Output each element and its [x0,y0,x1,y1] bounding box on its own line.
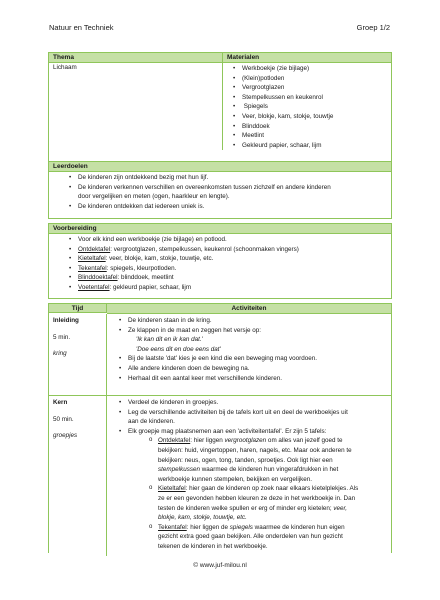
tables-sublist [107,436,391,551]
sub-item-line: werkboekje kunnen stempelen, bekijken en vergelijken. [158,475,313,483]
voorbereiding-heading: Voorbereiding [49,224,391,234]
table-label: Ontdektafel [78,245,111,253]
list-item: • Herhaal dit een aantal keer met verschillende kinderen. [128,374,391,384]
sub-item-line: gezicht extra goed gaan bekijken. Alle onderdelen van hun gezicht [158,533,343,541]
tijd-heading: Tijd [49,304,107,313]
list-item: • De kinderen zijn ontdekkend bezig met hun lijf. [78,173,391,183]
sub-item-line: testen de kinderen welke spullen er erg of minder erg kietelen; veer, [158,504,348,512]
table-label: Kieteltafel [78,255,106,263]
list-item: • Kieteltafel: veer, blokje, kam, stokje, touwtje, etc. [78,254,391,264]
sub-item-line: blokje, kam, stokje, touwtje, etc. [158,514,247,522]
list-item: • Alle andere kinderen doen de beweging na. [128,364,391,374]
verse-line: 'Doe eens dit en doe eens dat' [136,345,221,353]
list-item: • Ontdektafel: vergrootglazen, stempelkussen, keukenrol (schoonmaken vingers) [78,245,391,255]
sub-item-line: tekenen de kinderen in het werkboekje. [158,542,268,550]
list-item: • Werkboekje (zie bijlage) [242,64,391,74]
footer-credit: © www.juf-milou.nl [193,562,247,569]
inleiding-form: kring [53,350,67,358]
sub-item-line: stempelkussen waarmee de kinderen hun vingerafdrukken in het [158,466,339,474]
leerdoelen-heading: Leerdoelen [49,162,391,172]
thema-table [48,52,392,163]
list-item-continued: aan de kinderen. [128,418,175,426]
table-label: Voetentafel [78,283,110,291]
sub-item-kieteltafel: o Kieteltafel: hier gaan de kinderen op zoek naar elkaars kietelplekjes. Als [158,484,391,494]
table-label: Tekentafel [78,264,107,272]
list-item: • De kinderen ontdekken dat iedereen uniek is. [78,202,391,212]
list-item-continued: door vergelijken en meten (ogen, haarkleur en lengte). [78,193,230,201]
materialen-heading: Materialen [223,53,391,63]
verse-line: 'Ik kan dit en ik kan dat.' [136,336,203,344]
inleiding-row [49,314,391,396]
sub-item-tekentafel: o Tekentafel: hier liggen de spiegels waarmee de kinderen hun eigen [158,523,391,533]
group-header: Groep 1/2 [356,23,390,32]
list-item: • Blinddoektafel: blinddoek, meetlint [78,273,391,283]
sub-item-line: bekijken: huid, vingertoppen, haren, nagels, etc. Maar ook anderen te [158,446,352,454]
list-item: • Verdeel de kinderen in groepjes. [128,398,391,408]
list-item: • Leg de verschillende activiteiten bij de tafels kort uit en deel de werkboekjes uit [128,408,391,418]
list-item: • De kinderen staan in de kring. [128,316,391,326]
list-item: • Elk groepje mag plaatsnemen aan een 'activiteitentafel'. Er zijn 5 tafels: [128,427,391,437]
list-item: • Vergrootglazen [242,83,391,93]
sub-item-line: ze er een gevonden hebben kleuren ze deze in het werkboekje in. Dan [158,494,356,502]
activiteiten-table [48,303,392,553]
thema-value: Lichaam [53,64,77,71]
kern-form: groepjes [53,432,78,440]
sub-item-ontdektafel: o Ontdektafel: hier liggen vergrootglazen om alles van jezelf goed te [158,436,391,446]
list-item: • Voor elk kind een werkboekje (zie bijlage) en potlood. [78,235,391,245]
list-item: • Veer, blokje, kam, stokje, touwtje [242,112,391,122]
thema-column [49,53,223,150]
list-item: • Tekentafel: spiegels, kleurpotloden. [78,264,391,274]
materials-list [223,63,391,150]
voorbereiding-table [48,223,392,299]
list-item: • Ze klappen in de maat en zeggen het versje op: [128,326,391,336]
list-item: • Stempelkussen en keukenrol [242,93,391,103]
inleiding-time-cell [49,314,107,395]
sub-item-line: bekijken: neus, ogen, tong, tanden, sproetjes. Ook ligt hier een [158,456,333,464]
activiteiten-heading: Activiteiten [107,304,391,314]
list-item: • Gekleurd papier, schaar, lijm [242,141,391,151]
kern-row [49,396,391,556]
list-item: • Meetlint [242,131,391,141]
activiteiten-header-row [49,304,391,314]
kern-steps [107,396,391,556]
subject-header: Natuur en Techniek [49,23,114,32]
inleiding-title: Inleiding [53,317,79,324]
list-item: • Blinddoek [242,122,391,132]
list-item: • Bij de laatste 'dat' kies je een kind die een beweging mag voordoen. [128,354,391,364]
inleiding-duration: 5 min. [53,333,71,341]
list-item: • De kinderen verkennen verschillen en overeenkomsten tussen zichzelf en andere kinderen [78,183,391,193]
voorbereiding-list [49,234,391,293]
thema-heading: Thema [49,53,222,63]
kern-duration: 50 min. [53,415,74,423]
list-item: • Voetentafel: gekleurd papier, schaar, lijm [78,283,391,293]
table-label: Blinddoektafel [78,274,118,282]
leerdoelen-list [49,172,391,211]
inleiding-steps [107,314,391,395]
kern-title: Kern [53,399,68,406]
leerdoelen-table [48,161,392,219]
list-item: • Spiegels [242,102,391,112]
list-item: • (Klein)potloden [242,74,391,84]
materialen-column [223,53,391,150]
kern-time-cell [49,396,107,556]
